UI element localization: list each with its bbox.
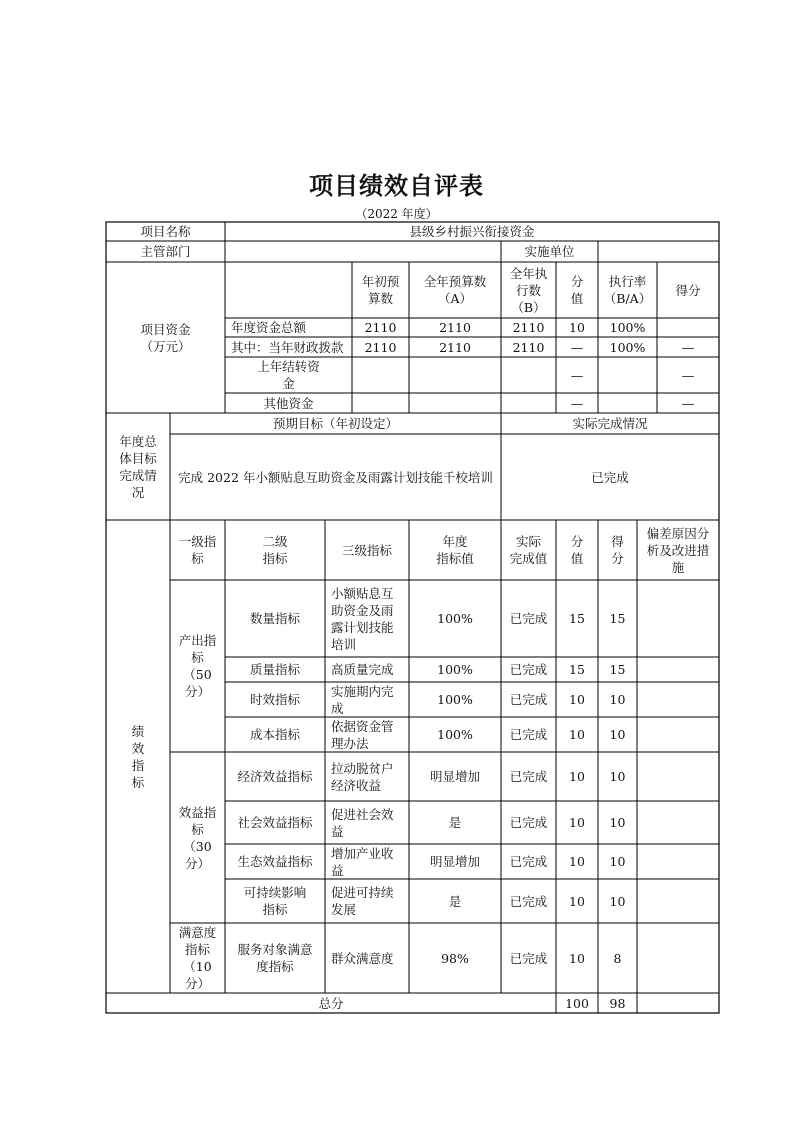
perf-row-3-target-text: 100% (437, 727, 473, 742)
funds-row-0-rate-text: 100% (609, 320, 646, 335)
funds-row-0-label-text: 年度资金总额 (231, 320, 307, 335)
funds-row-2-weight-text: — (570, 367, 584, 383)
perf-row-3-actual-text: 已完成 (509, 727, 548, 742)
funds-row-2-label-text: 上年结转资 金 (257, 359, 320, 391)
perf-row-6-l3-text: 增加产业收 益 (331, 845, 394, 878)
funds-label-text: 项目资金 （万元） (140, 321, 191, 354)
perf-h-note-text: 偏差原因分 析及改进措 施 (646, 525, 710, 575)
perf-row-6-target-text: 明显增加 (429, 854, 480, 869)
perf-row-4-weight-text: 10 (569, 769, 585, 784)
funds-row-0-full-text: 2110 (439, 320, 471, 335)
total-weight-text: 100 (565, 995, 589, 1011)
unit-label-text: 实施单位 (524, 244, 575, 259)
perf-group-0-text: 产出指 标 （50 分） (178, 633, 217, 699)
funds-h-score-text: 得分 (675, 282, 701, 298)
perf-h-target-text: 年度 指标值 (436, 534, 474, 566)
perf-group-2-text: 满意度 指标 （10 分） (178, 925, 217, 991)
perf-h-l1-text: 一级指 标 (178, 534, 217, 566)
funds-row-0-weight-text: 10 (569, 320, 585, 335)
perf-row-4-score-text: 10 (609, 769, 626, 784)
perf-row-2-target-text: 100% (437, 692, 473, 707)
total-label-text: 总分 (318, 995, 344, 1011)
perf-row-5-l2-text: 社会效益指标 (237, 815, 313, 830)
perf-row-1-actual-text: 已完成 (509, 662, 548, 677)
funds-row-3-score-text: — (681, 395, 695, 411)
perf-row-7-weight-text: 10 (569, 893, 585, 909)
perf-row-6-score-text: 10 (609, 854, 626, 869)
goals-expected-text: 完成 2022 年小额贴息互助资金及雨露计划技能千校培训 (178, 469, 493, 485)
perf-h-l2-text: 二级 指标 (262, 534, 288, 566)
perf-group-1-text: 效益指 标 （30 分） (178, 804, 217, 871)
perf-h-l3-text: 三级指标 (341, 542, 392, 558)
perf-row-5-l3-text: 促进社会效 益 (331, 806, 394, 839)
funds-h-init-text: 年初预 算数 (361, 274, 400, 306)
perf-row-4-l2-text: 经济效益指标 (237, 769, 313, 784)
perf-row-0-score-text: 15 (609, 611, 626, 626)
total-score-text: 98 (609, 995, 626, 1011)
funds-row-1-full-text: 2110 (439, 339, 471, 355)
perf-row-7-score-text: 10 (609, 893, 626, 909)
perf-row-5-actual-text: 已完成 (509, 815, 548, 830)
perf-row-2-actual-text: 已完成 (509, 692, 548, 707)
dept-label-text: 主管部门 (140, 244, 191, 259)
funds-row-1-rate-text: 100% (609, 339, 646, 355)
perf-row-8-target-text: 98% (441, 950, 469, 966)
funds-h-full-text: 全年预算数 （A） (423, 274, 487, 306)
perf-row-6-actual-text: 已完成 (509, 854, 548, 869)
table-border (106, 222, 719, 1013)
perf-row-0-l3-text: 小额贴息互 助资金及雨 露计划技能 培训 (331, 585, 394, 652)
perf-row-2-weight-text: 10 (569, 692, 585, 707)
perf-h-actual-text: 实际 完成值 (509, 534, 548, 566)
perf-row-6-weight-text: 10 (569, 854, 585, 869)
funds-h-rate-text: 执行率 （B/A） (603, 274, 652, 306)
funds-row-2-score-text: — (681, 367, 695, 383)
perf-row-1-weight-text: 15 (569, 662, 585, 677)
perf-row-0-weight-text: 15 (569, 611, 585, 626)
perf-row-7-target-text: 是 (448, 893, 462, 909)
perf-row-7-l2-text: 可持续影响 指标 (243, 885, 307, 917)
perf-row-3-l2-text: 成本指标 (249, 727, 300, 742)
funds-row-1-init-text: 2110 (364, 339, 397, 355)
perf-row-4-target-text: 明显增加 (429, 769, 480, 784)
perf-label-text: 绩 效 指 标 (131, 723, 145, 790)
project-name-value-text: 县级乡村振兴衔接资金 (409, 224, 535, 239)
perf-row-8-l2-text: 服务对象满意 度指标 (237, 942, 313, 974)
perf-row-3-l3-text: 依据资金管 理办法 (331, 718, 394, 751)
goals-label-text: 年度总 体目标 完成情 况 (119, 433, 157, 500)
goals-actual-text: 已完成 (591, 469, 629, 485)
funds-row-3-label-text: 其他资金 (263, 395, 314, 411)
perf-row-7-l3-text: 促进可持续 发展 (331, 885, 394, 917)
perf-row-5-target-text: 是 (448, 815, 462, 830)
perf-row-7-actual-text: 已完成 (509, 893, 548, 909)
perf-row-8-weight-text: 10 (569, 950, 585, 966)
perf-row-4-actual-text: 已完成 (509, 769, 548, 784)
perf-row-4-l3-text: 拉动脱贫户 经济收益 (331, 760, 394, 793)
funds-row-0-init-text: 2110 (364, 320, 397, 335)
perf-row-1-target-text: 100% (437, 662, 473, 677)
funds-h-exec-text: 全年执 行数 （B） (509, 265, 548, 315)
perf-h-weight-text: 分 值 (570, 534, 584, 566)
funds-row-3-weight-text: — (570, 395, 584, 411)
perf-row-8-actual-text: 已完成 (509, 950, 548, 966)
perf-row-3-weight-text: 10 (569, 727, 585, 742)
perf-row-8-score-text: 8 (613, 950, 622, 966)
perf-row-0-target-text: 100% (437, 611, 473, 626)
perf-row-0-l2-text: 数量指标 (249, 611, 300, 626)
perf-row-2-score-text: 10 (609, 692, 626, 707)
funds-row-0-exec-text: 2110 (512, 320, 545, 335)
goals-expected-header-text: 预期目标（年初设定） (272, 416, 398, 431)
perf-row-6-l2-text: 生态效益指标 (237, 854, 313, 869)
perf-row-1-l2-text: 质量指标 (249, 662, 300, 677)
funds-row-1-label-text: 其中：当年财政拨款 (231, 339, 344, 355)
perf-row-5-score-text: 10 (609, 815, 626, 830)
perf-row-5-weight-text: 10 (569, 815, 585, 830)
funds-row-1-exec-text: 2110 (512, 339, 545, 355)
perf-row-1-l3-text: 高质量完成 (331, 662, 394, 677)
perf-row-0-actual-text: 已完成 (509, 611, 548, 626)
goals-actual-header-text: 实际完成情况 (572, 416, 648, 431)
perf-row-8-l3-text: 群众满意度 (331, 950, 394, 966)
perf-row-3-score-text: 10 (609, 727, 626, 742)
project-name-label-text: 项目名称 (140, 224, 191, 239)
page-title: 项目绩效自评表 (309, 172, 484, 200)
funds-h-weight-text: 分 值 (570, 274, 584, 306)
perf-h-score-text: 得 分 (611, 534, 624, 566)
perf-row-1-score-text: 15 (609, 662, 626, 677)
funds-row-1-score-text: — (681, 339, 695, 355)
year-label: （2022 年度） (355, 207, 438, 221)
funds-row-1-weight-text: — (570, 339, 584, 355)
perf-row-2-l2-text: 时效指标 (249, 692, 300, 707)
perf-row-2-l3-text: 实施期内完 成 (331, 683, 394, 716)
